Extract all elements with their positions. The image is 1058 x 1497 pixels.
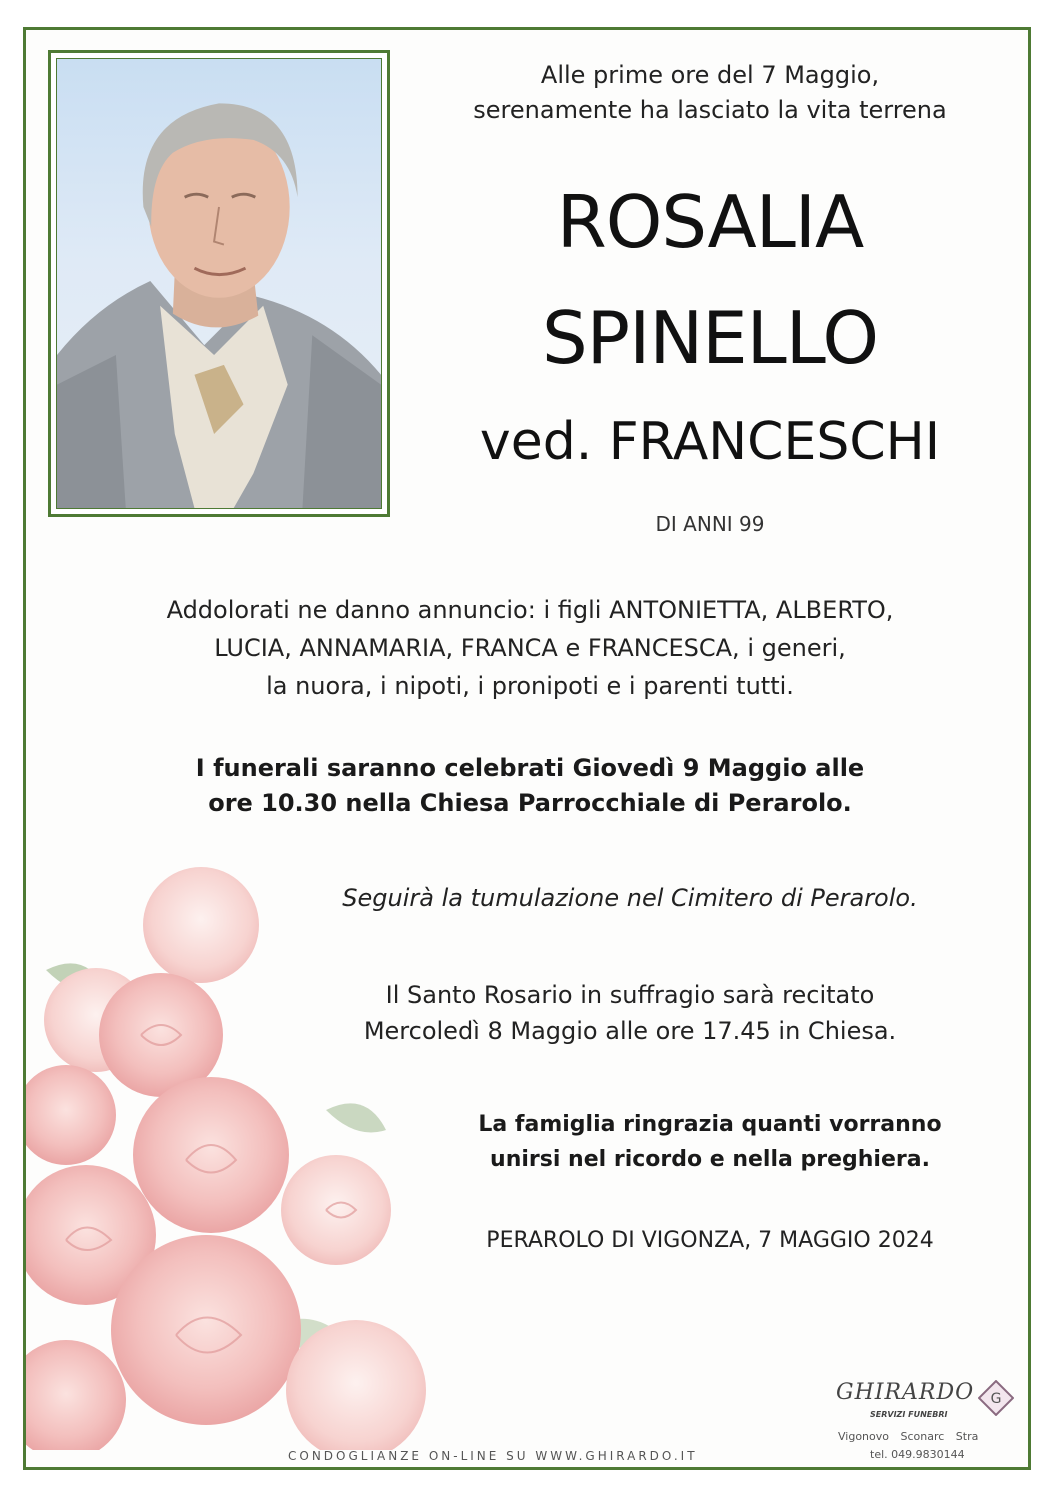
- roses-decoration: [26, 830, 426, 1450]
- condolences-link[interactable]: CONDOGLIANZE ON-LINE SU WWW.GHIRARDO.IT: [288, 1449, 698, 1463]
- logo-phone: tel. 049.9830144: [870, 1448, 965, 1461]
- logo-subtitle: SERVIZI FUNEBRI: [870, 1410, 948, 1419]
- thanks-text: [450, 1107, 970, 1177]
- announcement-text: [110, 591, 950, 705]
- rosary-line-2: Mercoledì 8 Maggio alle ore 17.45 in Chiesa.: [363, 1017, 897, 1045]
- thanks-line-1: La famiglia ringrazia quanti vorranno: [478, 1112, 942, 1137]
- logo-locations: Vigonovo Sconarc Stra: [838, 1430, 979, 1443]
- funeral-home-logo: [830, 1378, 1030, 1468]
- intro-line-2: serenamente ha lasciato la vita terrena: [473, 96, 947, 124]
- deceased-last-name: SPINELLO: [541, 296, 879, 380]
- widow-of: ved. FRANCESCHI: [479, 412, 941, 472]
- announcement-line-1: Addolorati ne danno annuncio: i figli ANTONIETTA, ALBERTO,: [166, 596, 894, 624]
- place-date: PERAROLO DI VIGONZA, 7 MAGGIO 2024: [486, 1228, 934, 1253]
- thanks-line-2: unirsi nel ricordo e nella preghiera.: [490, 1147, 930, 1172]
- rosary-line-1: Il Santo Rosario in suffragio sarà recitato: [385, 981, 875, 1009]
- logo-badge-icon: [978, 1380, 1014, 1416]
- rosary-text: [300, 977, 960, 1049]
- portrait-frame: [48, 50, 390, 517]
- portrait-photo: [56, 58, 382, 509]
- portrait-illustration: [57, 59, 381, 508]
- deceased-first-name: ROSALIA: [556, 180, 864, 264]
- burial-text: Seguirà la tumulazione nel Cimitero di Perarolo.: [342, 884, 918, 912]
- funeral-line-1: I funerali saranno celebrati Giovedì 9 Maggio alle: [195, 754, 865, 782]
- intro-text: [420, 58, 1000, 128]
- age-text: DI ANNI 99: [655, 512, 765, 536]
- logo-badge-letter: G: [990, 1391, 1002, 1407]
- announcement-line-2: LUCIA, ANNAMARIA, FRANCA e FRANCESCA, i generi,: [214, 634, 846, 662]
- funeral-text: [110, 751, 950, 821]
- announcement-line-3: la nuora, i nipoti, i pronipoti e i parenti tutti.: [266, 672, 794, 700]
- funeral-line-2: ore 10.30 nella Chiesa Parrocchiale di Perarolo.: [208, 789, 852, 817]
- intro-line-1: Alle prime ore del 7 Maggio,: [540, 61, 880, 89]
- logo-name: GHIRARDO: [836, 1380, 975, 1405]
